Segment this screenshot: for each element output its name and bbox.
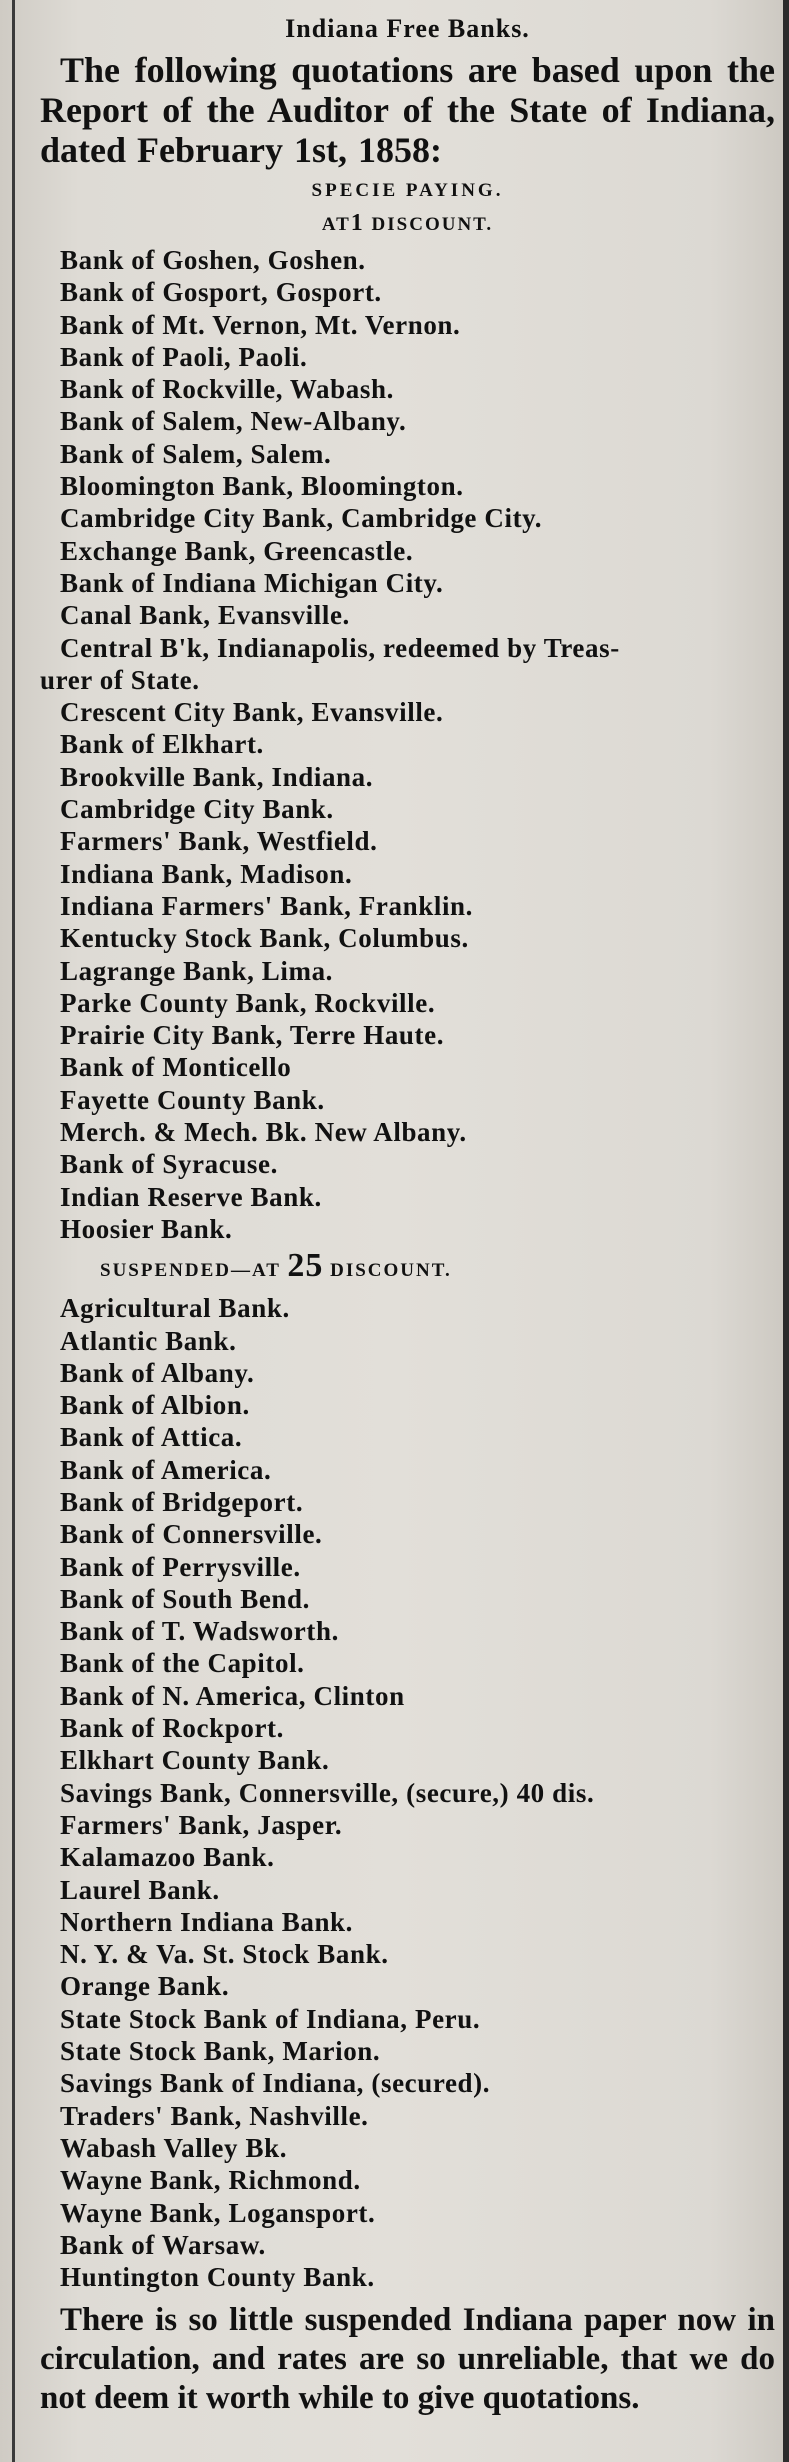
bank-list-item: Canal Bank, Evansville.: [60, 600, 350, 631]
bank-list-item: Cambridge City Bank.: [60, 794, 334, 825]
bank-list-item: Bank of Warsaw.: [60, 2229, 266, 2260]
bank-list-item: State Stock Bank, Marion.: [60, 2036, 381, 2067]
bank-list-item: Indiana Farmers' Bank, Franklin.: [60, 890, 474, 921]
bank-list-item: Bank of Goshen, Goshen.: [60, 245, 366, 275]
bank-list-item: Bank of Attica.: [60, 1422, 243, 1453]
specie-discount-number: 1: [350, 210, 365, 236]
bank-list-item: Traders' Bank, Nashville.: [60, 2100, 369, 2131]
suspended-discount-suffix: DISCOUNT.: [330, 1260, 452, 1282]
bank-list-item: Bank of Albany.: [60, 1357, 255, 1388]
bank-list-item: Bank of Indiana Michigan City.: [60, 567, 444, 598]
bank-list-item: Parke County Bank, Rockville.: [60, 987, 436, 1018]
bank-list-item: Wayne Bank, Richmond.: [60, 2165, 361, 2196]
bank-list-item: Bank of the Capitol.: [60, 1648, 305, 1679]
specie-heading: SPECIE PAYING.: [311, 180, 504, 201]
bank-list-item: Crescent City Bank, Evansville.: [60, 697, 444, 728]
bank-list-item: Bank of Monticello: [60, 1052, 292, 1083]
bank-list-item: Cambridge City Bank, Cambridge City.: [60, 503, 543, 534]
bank-list-item: Bank of Mt. Vernon, Mt. Vernon.: [60, 309, 461, 340]
article-intro: [40, 50, 775, 170]
bank-list-item: Wabash Valley Bk.: [60, 2132, 288, 2163]
bank-list-item: Bank of Salem, Salem.: [60, 438, 332, 469]
bank-list-item: Indian Reserve Bank.: [60, 1181, 322, 1212]
bank-list-item: Bank of Rockport.: [60, 1713, 284, 1744]
bank-list-item: urer of State.: [40, 664, 200, 695]
bank-list-item: Bank of Bridgeport.: [60, 1486, 304, 1517]
bank-list-item: Bank of Paoli, Paoli.: [60, 341, 308, 372]
closing-paragraph: [40, 2301, 775, 2418]
bank-list-item: Orange Bank.: [60, 1971, 230, 2002]
bank-list-item: Prairie City Bank, Terre Haute.: [60, 1020, 445, 1051]
bank-list-item: Exchange Bank, Greencastle.: [60, 535, 414, 566]
bank-list-item: Bank of Albion.: [60, 1390, 250, 1421]
bank-list-item: Wayne Bank, Logansport.: [60, 2197, 376, 2228]
bank-list-item: Bank of Connersville.: [60, 1519, 323, 1550]
bank-list-item: Atlantic Bank.: [60, 1325, 237, 1356]
bank-list-item: Central B'k, Indianapolis, redeemed by Treas-: [60, 632, 620, 663]
bank-list-item: N. Y. & Va. St. Stock Bank.: [60, 1939, 389, 1970]
bank-list-item: State Stock Bank of Indiana, Peru.: [60, 2003, 481, 2034]
article-column: [40, 12, 775, 2418]
bank-list-item: Kalamazoo Bank.: [60, 1842, 275, 1873]
bank-list-item: Farmers' Bank, Jasper.: [60, 1809, 343, 1840]
bank-list-item: Lagrange Bank, Lima.: [60, 955, 334, 986]
bank-list-item: Bank of Syracuse.: [60, 1149, 278, 1180]
bank-list-item: Bank of America.: [60, 1454, 272, 1485]
suspended-bank-list: [40, 1292, 775, 2293]
suspended-heading: [100, 1245, 775, 1292]
suspended-label: SUSPENDED—AT: [100, 1260, 281, 1282]
bank-list-item: Bank of Elkhart.: [60, 729, 264, 760]
column-rule-left: [12, 0, 15, 2462]
bank-list-item: Huntington County Bank.: [60, 2262, 375, 2293]
bank-list-item: Hoosier Bank.: [60, 1213, 233, 1244]
suspended-discount-number: 25: [287, 1247, 324, 1285]
bank-list-item: Bank of South Bend.: [60, 1583, 310, 1614]
bank-list-item: Bloomington Bank, Bloomington.: [60, 471, 464, 502]
bank-list-item: Laurel Bank.: [60, 1874, 220, 1905]
specie-discount-prefix: AT: [321, 214, 351, 235]
bank-list-item: Bank of T. Wadsworth.: [60, 1616, 339, 1647]
closing-text: There is so little suspended Indiana paper now in circulation, and rates are so unreliable, that we do not deem it worth while to give quotations.: [40, 2302, 775, 2417]
bank-list-item: Bank of Gosport, Gosport.: [60, 277, 382, 308]
bank-list-item: Farmers' Bank, Westfield.: [60, 826, 378, 857]
bank-list-item: Bank of N. America, Clinton: [60, 1680, 405, 1711]
bank-list-item: Bank of Perrysville.: [60, 1551, 301, 1582]
bank-list-item: Fayette County Bank.: [60, 1084, 325, 1115]
article-title: Indiana Free Banks.: [285, 14, 530, 43]
specie-bank-list: [40, 244, 775, 1245]
bank-list-item: Savings Bank, Connersville, (secure,) 40 dis.: [60, 1777, 595, 1808]
bank-list-item: Savings Bank of Indiana, (secured).: [60, 2068, 491, 2099]
intro-text: The following quotations are based upon the Report of the Auditor of the State of Indiana, dated February 1st, 1858:: [40, 50, 775, 170]
bank-list-item: Kentucky Stock Bank, Columbus.: [60, 923, 469, 954]
specie-discount-heading: [40, 206, 775, 242]
bank-list-item: Elkhart County Bank.: [60, 1745, 330, 1776]
bank-list-item: Brookville Bank, Indiana.: [60, 761, 374, 792]
bank-list-item: Agricultural Bank.: [60, 1293, 290, 1324]
column-rule-right: [783, 0, 789, 2462]
specie-discount-suffix: DISCOUNT.: [371, 214, 494, 235]
bank-list-item: Indiana Bank, Madison.: [60, 858, 353, 889]
bank-list-item: Bank of Salem, New-Albany.: [60, 406, 407, 437]
bank-list-item: Northern Indiana Bank.: [60, 1906, 354, 1937]
bank-list-item: Merch. & Mech. Bk. New Albany.: [60, 1117, 467, 1148]
bank-list-item: Bank of Rockville, Wabash.: [60, 374, 394, 405]
